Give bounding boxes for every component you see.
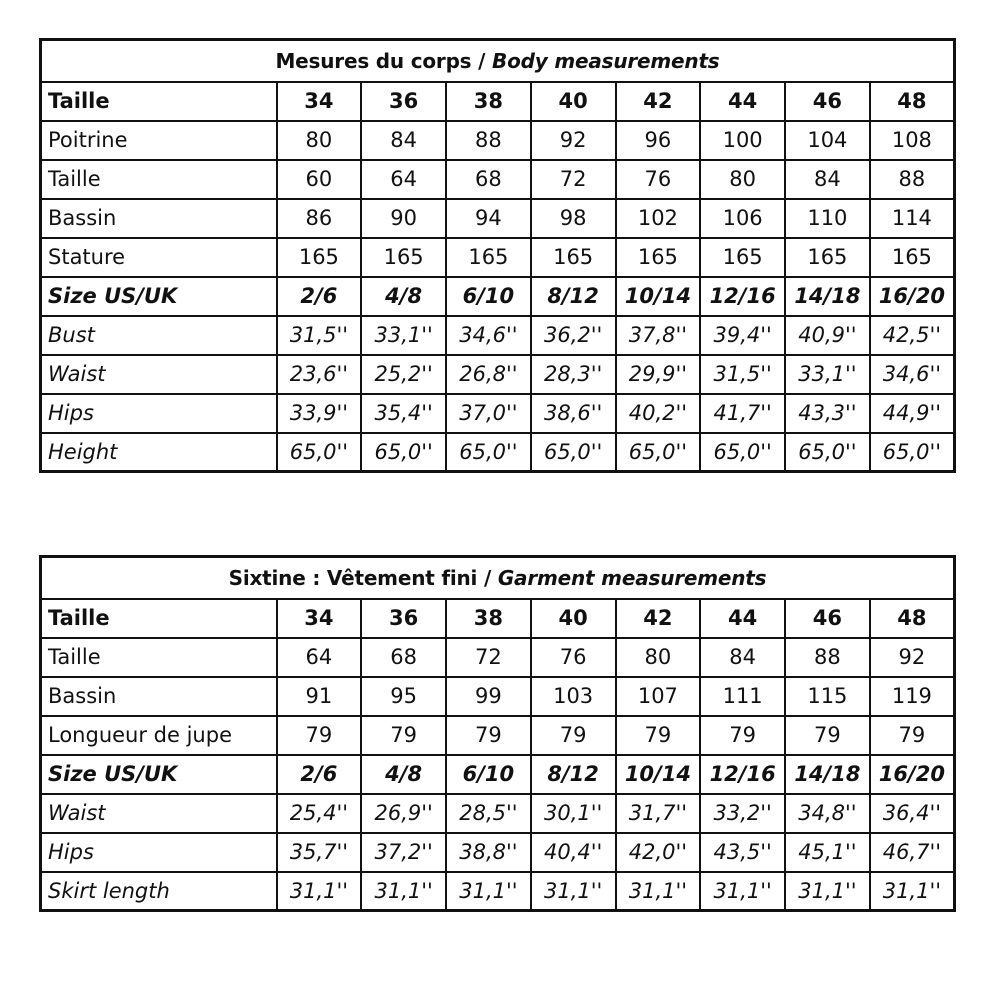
table-cell: 40,2'' bbox=[616, 394, 701, 433]
table-cell: 64 bbox=[361, 160, 446, 199]
size-header-cell: 4/8 bbox=[361, 277, 446, 316]
table-cell: 107 bbox=[616, 677, 701, 716]
table-cell: 29,9'' bbox=[616, 355, 701, 394]
table-cell: 84 bbox=[700, 638, 785, 677]
table-cell: 165 bbox=[277, 238, 362, 277]
table-cell: 72 bbox=[446, 638, 531, 677]
size-header-cell: 46 bbox=[785, 599, 870, 638]
size-header-cell: 14/18 bbox=[785, 277, 870, 316]
size-header-cell: 48 bbox=[870, 599, 955, 638]
size-header-cell: 4/8 bbox=[361, 755, 446, 794]
size-header-cell: 40 bbox=[531, 599, 616, 638]
table-cell: 103 bbox=[531, 677, 616, 716]
table-cell: 38,8'' bbox=[446, 833, 531, 872]
table-cell: 33,1'' bbox=[361, 316, 446, 355]
row-label: Taille bbox=[41, 160, 277, 199]
title-fr: Sixtine : Vêtement fini / bbox=[228, 565, 498, 590]
table-cell: 35,4'' bbox=[361, 394, 446, 433]
table-cell: 79 bbox=[785, 716, 870, 755]
row-label: Skirt length bbox=[41, 872, 277, 911]
table-row bbox=[41, 121, 955, 160]
table-cell: 165 bbox=[446, 238, 531, 277]
body-measurements-table bbox=[39, 38, 956, 473]
size-header-cell: 2/6 bbox=[277, 755, 362, 794]
table-cell: 102 bbox=[616, 199, 701, 238]
table-cell: 90 bbox=[361, 199, 446, 238]
table-cell: 37,0'' bbox=[446, 394, 531, 433]
table-cell: 91 bbox=[277, 677, 362, 716]
table-cell: 42,5'' bbox=[870, 316, 955, 355]
table-cell: 36,4'' bbox=[870, 794, 955, 833]
table-cell: 65,0'' bbox=[700, 433, 785, 472]
row-label: Waist bbox=[41, 794, 277, 833]
size-header-cell: 6/10 bbox=[446, 755, 531, 794]
size-header-cell: 44 bbox=[700, 82, 785, 121]
title-fr: Mesures du corps / bbox=[275, 48, 493, 73]
table-cell: 94 bbox=[446, 199, 531, 238]
table-cell: 28,5'' bbox=[446, 794, 531, 833]
table-cell: 68 bbox=[446, 160, 531, 199]
table-cell: 165 bbox=[616, 238, 701, 277]
table-cell: 76 bbox=[616, 160, 701, 199]
table-cell: 165 bbox=[361, 238, 446, 277]
row-label: Hips bbox=[41, 394, 277, 433]
table-cell: 84 bbox=[361, 121, 446, 160]
table-cell: 26,8'' bbox=[446, 355, 531, 394]
size-header-cell: 12/16 bbox=[700, 277, 785, 316]
table-row bbox=[41, 316, 955, 355]
table-cell: 106 bbox=[700, 199, 785, 238]
table-cell: 64 bbox=[277, 638, 362, 677]
table-row bbox=[41, 872, 955, 911]
size-header-cell: 38 bbox=[446, 82, 531, 121]
row-label: Taille bbox=[41, 599, 277, 638]
row-label: Poitrine bbox=[41, 121, 277, 160]
table-cell: 31,1'' bbox=[277, 872, 362, 911]
table-cell: 98 bbox=[531, 199, 616, 238]
size-header-cell: 48 bbox=[870, 82, 955, 121]
size-header-cell: 46 bbox=[785, 82, 870, 121]
table-cell: 92 bbox=[870, 638, 955, 677]
table-row bbox=[41, 833, 955, 872]
table-row bbox=[41, 677, 955, 716]
table-title bbox=[41, 557, 955, 599]
title-en: Body measurements bbox=[492, 48, 720, 73]
table-cell: 31,1'' bbox=[785, 872, 870, 911]
table-cell: 165 bbox=[531, 238, 616, 277]
size-header-cell: 40 bbox=[531, 82, 616, 121]
table-cell: 100 bbox=[700, 121, 785, 160]
row-label: Longueur de jupe bbox=[41, 716, 277, 755]
table-cell: 30,1'' bbox=[531, 794, 616, 833]
table-cell: 31,1'' bbox=[700, 872, 785, 911]
table-cell: 104 bbox=[785, 121, 870, 160]
table-cell: 88 bbox=[870, 160, 955, 199]
table-row bbox=[41, 160, 955, 199]
table-row bbox=[41, 638, 955, 677]
table-cell: 31,1'' bbox=[870, 872, 955, 911]
table-cell: 23,6'' bbox=[277, 355, 362, 394]
table-cell: 65,0'' bbox=[870, 433, 955, 472]
table-cell: 34,6'' bbox=[870, 355, 955, 394]
size-header-cell: 36 bbox=[361, 82, 446, 121]
eu-size-header-row bbox=[41, 599, 955, 638]
table-cell: 79 bbox=[616, 716, 701, 755]
table-cell: 33,2'' bbox=[700, 794, 785, 833]
size-header-cell: 6/10 bbox=[446, 277, 531, 316]
row-label: Bassin bbox=[41, 199, 277, 238]
table-cell: 86 bbox=[277, 199, 362, 238]
table-cell: 80 bbox=[700, 160, 785, 199]
table-cell: 34,6'' bbox=[446, 316, 531, 355]
table-row bbox=[41, 433, 955, 472]
row-label: Waist bbox=[41, 355, 277, 394]
row-label: Bust bbox=[41, 316, 277, 355]
size-header-cell: 16/20 bbox=[870, 755, 955, 794]
row-label: Bassin bbox=[41, 677, 277, 716]
table-cell: 33,9'' bbox=[277, 394, 362, 433]
size-header-cell: 44 bbox=[700, 599, 785, 638]
table-cell: 79 bbox=[446, 716, 531, 755]
row-label: Stature bbox=[41, 238, 277, 277]
table-title bbox=[41, 40, 955, 82]
table-cell: 65,0'' bbox=[277, 433, 362, 472]
table-cell: 43,5'' bbox=[700, 833, 785, 872]
size-header-cell: 42 bbox=[616, 599, 701, 638]
size-header-cell: 34 bbox=[277, 82, 362, 121]
size-header-cell: 2/6 bbox=[277, 277, 362, 316]
table-cell: 37,2'' bbox=[361, 833, 446, 872]
row-label: Size US/UK bbox=[41, 755, 277, 794]
table-cell: 84 bbox=[785, 160, 870, 199]
table-cell: 36,2'' bbox=[531, 316, 616, 355]
table-cell: 165 bbox=[785, 238, 870, 277]
eu-size-header-row bbox=[41, 82, 955, 121]
table-cell: 31,7'' bbox=[616, 794, 701, 833]
table-cell: 31,1'' bbox=[361, 872, 446, 911]
table-cell: 34,8'' bbox=[785, 794, 870, 833]
row-label: Hips bbox=[41, 833, 277, 872]
table-cell: 39,4'' bbox=[700, 316, 785, 355]
table-row bbox=[41, 355, 955, 394]
table-cell: 38,6'' bbox=[531, 394, 616, 433]
table-cell: 40,9'' bbox=[785, 316, 870, 355]
table-cell: 68 bbox=[361, 638, 446, 677]
table-cell: 31,1'' bbox=[531, 872, 616, 911]
table-cell: 42,0'' bbox=[616, 833, 701, 872]
size-header-cell: 8/12 bbox=[531, 277, 616, 316]
table-cell: 41,7'' bbox=[700, 394, 785, 433]
size-header-cell: 10/14 bbox=[616, 755, 701, 794]
row-label: Height bbox=[41, 433, 277, 472]
table-cell: 37,8'' bbox=[616, 316, 701, 355]
size-header-cell: 36 bbox=[361, 599, 446, 638]
table-cell: 95 bbox=[361, 677, 446, 716]
garment-measurements-table bbox=[39, 555, 956, 912]
table-cell: 76 bbox=[531, 638, 616, 677]
table-row bbox=[41, 794, 955, 833]
table-cell: 65,0'' bbox=[361, 433, 446, 472]
table-cell: 115 bbox=[785, 677, 870, 716]
table-cell: 35,7'' bbox=[277, 833, 362, 872]
table-cell: 108 bbox=[870, 121, 955, 160]
title-en: Garment measurements bbox=[497, 565, 767, 590]
table-row bbox=[41, 238, 955, 277]
table-cell: 65,0'' bbox=[616, 433, 701, 472]
table-cell: 92 bbox=[531, 121, 616, 160]
size-header-cell: 38 bbox=[446, 599, 531, 638]
table-cell: 79 bbox=[531, 716, 616, 755]
table-cell: 31,5'' bbox=[700, 355, 785, 394]
table-cell: 88 bbox=[446, 121, 531, 160]
table-cell: 44,9'' bbox=[870, 394, 955, 433]
table-cell: 31,1'' bbox=[616, 872, 701, 911]
table-cell: 33,1'' bbox=[785, 355, 870, 394]
table-cell: 65,0'' bbox=[446, 433, 531, 472]
table-cell: 96 bbox=[616, 121, 701, 160]
table-cell: 165 bbox=[700, 238, 785, 277]
table-cell: 80 bbox=[277, 121, 362, 160]
size-header-cell: 42 bbox=[616, 82, 701, 121]
table-cell: 43,3'' bbox=[785, 394, 870, 433]
size-header-cell: 10/14 bbox=[616, 277, 701, 316]
table-title-row bbox=[41, 557, 955, 599]
table-cell: 111 bbox=[700, 677, 785, 716]
table-cell: 40,4'' bbox=[531, 833, 616, 872]
table-cell: 65,0'' bbox=[531, 433, 616, 472]
table-cell: 45,1'' bbox=[785, 833, 870, 872]
table-cell: 46,7'' bbox=[870, 833, 955, 872]
table-cell: 65,0'' bbox=[785, 433, 870, 472]
size-header-cell: 34 bbox=[277, 599, 362, 638]
table-cell: 28,3'' bbox=[531, 355, 616, 394]
size-header-cell: 16/20 bbox=[870, 277, 955, 316]
size-header-cell: 14/18 bbox=[785, 755, 870, 794]
us-size-header-row bbox=[41, 277, 955, 316]
table-cell: 88 bbox=[785, 638, 870, 677]
table-cell: 110 bbox=[785, 199, 870, 238]
table-row bbox=[41, 716, 955, 755]
table-cell: 80 bbox=[616, 638, 701, 677]
table-cell: 114 bbox=[870, 199, 955, 238]
table-title-row bbox=[41, 40, 955, 82]
table-cell: 119 bbox=[870, 677, 955, 716]
table-cell: 165 bbox=[870, 238, 955, 277]
size-header-cell: 8/12 bbox=[531, 755, 616, 794]
table-cell: 79 bbox=[870, 716, 955, 755]
table-cell: 31,5'' bbox=[277, 316, 362, 355]
table-row bbox=[41, 394, 955, 433]
table-cell: 60 bbox=[277, 160, 362, 199]
table-cell: 25,4'' bbox=[277, 794, 362, 833]
table-cell: 99 bbox=[446, 677, 531, 716]
table-cell: 26,9'' bbox=[361, 794, 446, 833]
row-label: Size US/UK bbox=[41, 277, 277, 316]
table-cell: 79 bbox=[277, 716, 362, 755]
size-header-cell: 12/16 bbox=[700, 755, 785, 794]
table-cell: 25,2'' bbox=[361, 355, 446, 394]
row-label: Taille bbox=[41, 638, 277, 677]
table-cell: 31,1'' bbox=[446, 872, 531, 911]
table-cell: 79 bbox=[361, 716, 446, 755]
table-cell: 72 bbox=[531, 160, 616, 199]
table-cell: 79 bbox=[700, 716, 785, 755]
us-size-header-row bbox=[41, 755, 955, 794]
table-row bbox=[41, 199, 955, 238]
row-label: Taille bbox=[41, 82, 277, 121]
